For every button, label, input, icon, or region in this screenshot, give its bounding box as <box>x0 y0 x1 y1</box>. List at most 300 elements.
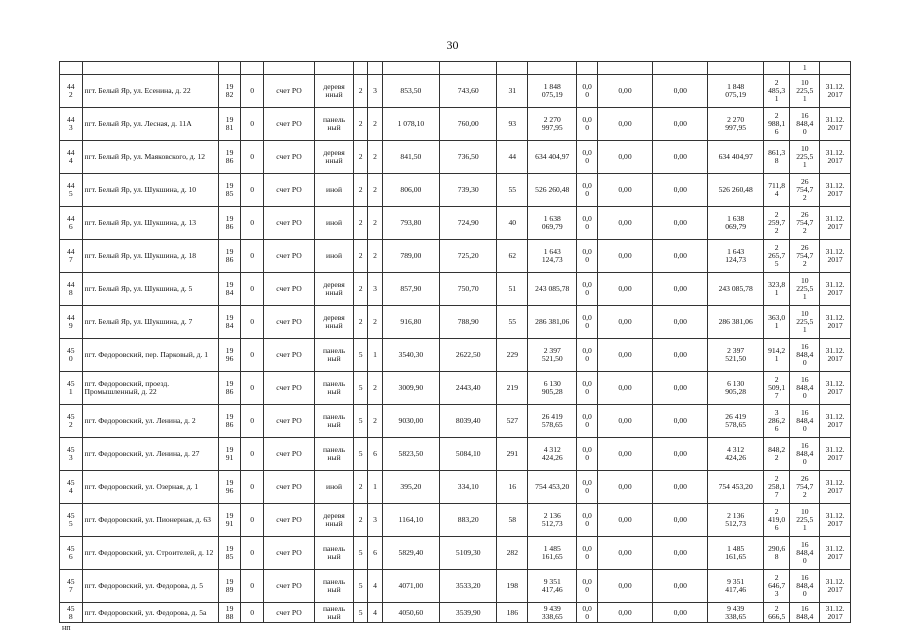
cell-cost-owners: 9 351 417,46 <box>708 570 763 603</box>
cell-cost-local: 0,00 <box>653 405 708 438</box>
table-row <box>60 174 851 207</box>
cell-wall-material: панель ный <box>315 339 354 372</box>
cell-completion-date: 31.12. 2017 <box>820 306 851 339</box>
cell-completion-date: 31.12. 2017 <box>820 75 851 108</box>
cell-cost-regional: 0,00 <box>597 471 652 504</box>
cell-cost-federal: 0,0 0 <box>577 108 597 141</box>
cell-living-area: 743,60 <box>440 75 497 108</box>
cell-year-renovated: 0 <box>241 603 264 623</box>
cell-year-built: 19 84 <box>218 306 241 339</box>
cell-cost-federal: 0,0 0 <box>577 240 597 273</box>
cell-cost-local: 0,00 <box>653 603 708 623</box>
cell-max-cost-per-sqm: 16 848,4 0 <box>790 438 820 471</box>
cell-fund-method: счет РО <box>263 339 314 372</box>
cell-row-number: 45 3 <box>60 438 83 471</box>
cell-cost-regional: 0,00 <box>597 75 652 108</box>
cell-residents: 291 <box>497 438 528 471</box>
cell-cost-per-sqm: 323,8 1 <box>763 273 790 306</box>
cell-cost-regional: 0,00 <box>597 108 652 141</box>
cell-address: пгт. Белый Яр, ул. Маяковского, д. 12 <box>82 141 218 174</box>
cell-cost-total: 243 085,78 <box>528 273 577 306</box>
cell-cost-total: 9 351 417,46 <box>528 570 577 603</box>
cell-total-area: 806,00 <box>382 174 439 207</box>
cell-living-area: 788,90 <box>440 306 497 339</box>
cell-max-cost-per-sqm: 16 848,4 0 <box>790 537 820 570</box>
cell-cost-federal: 0,0 0 <box>577 603 597 623</box>
cell-cost-regional: 0,00 <box>597 306 652 339</box>
cell-cost-per-sqm: 290,6 8 <box>763 537 790 570</box>
cell-living-area: 5109,30 <box>440 537 497 570</box>
table-row <box>60 108 851 141</box>
cell-wall-material: панель ный <box>315 537 354 570</box>
cell-entrances: 6 <box>368 438 382 471</box>
cell-fund-method: счет РО <box>263 306 314 339</box>
cell-entrances: 2 <box>368 108 382 141</box>
cell-residents: 55 <box>497 306 528 339</box>
cell-cost-regional: 0,00 <box>597 273 652 306</box>
cell-cost-total: 286 381,06 <box>528 306 577 339</box>
cell-max-cost-per-sqm: 16 848,4 <box>790 603 820 623</box>
cell-entrances: 2 <box>368 240 382 273</box>
cell-cost-owners: 286 381,06 <box>708 306 763 339</box>
cell-max-cost-per-sqm: 26 754,7 2 <box>790 471 820 504</box>
cell-total-area: 789,00 <box>382 240 439 273</box>
table-row <box>60 438 851 471</box>
cell-completion-date: 31.12. 2017 <box>820 438 851 471</box>
cell-year-renovated: 0 <box>241 141 264 174</box>
cell-completion-date: 31.12. 2017 <box>820 603 851 623</box>
cell-cost-local: 0,00 <box>653 504 708 537</box>
cell-year-built: 19 86 <box>218 240 241 273</box>
table-row <box>60 339 851 372</box>
cell-cost-per-sqm: 848,2 2 <box>763 438 790 471</box>
cell-completion-date: 31.12. 2017 <box>820 570 851 603</box>
cell-total-area: 853,50 <box>382 75 439 108</box>
cell-cost-owners: 26 419 578,65 <box>708 405 763 438</box>
cell-max-cost-per-sqm: 26 754,7 2 <box>790 240 820 273</box>
cell-cost-total: 754 453,20 <box>528 471 577 504</box>
cell-cost-total: 6 130 905,28 <box>528 372 577 405</box>
housing-table <box>59 61 851 623</box>
cell-total-area: 9030,00 <box>382 405 439 438</box>
cell-cost-total: 9 439 338,65 <box>528 603 577 623</box>
cell-year-renovated: 0 <box>241 207 264 240</box>
cell-entrances: 2 <box>368 207 382 240</box>
cell-max-cost-per-sqm: 16 848,4 0 <box>790 405 820 438</box>
cell-address: пгт. Белый Яр, ул. Шукшина, д. 13 <box>82 207 218 240</box>
cell-cost-total: 2 270 997,95 <box>528 108 577 141</box>
cell-cost-owners: 2 397 521,50 <box>708 339 763 372</box>
cell-cost-total: 4 312 424,26 <box>528 438 577 471</box>
cell-floors: 2 <box>354 108 368 141</box>
cell-total-area: 1164,10 <box>382 504 439 537</box>
cell-max-cost-per-sqm: 16 848,4 0 <box>790 570 820 603</box>
cell-entrances: 2 <box>368 405 382 438</box>
cell-fund-method: счет РО <box>263 174 314 207</box>
table-row <box>60 405 851 438</box>
cell-floors: 2 <box>354 174 368 207</box>
cell-residents: 93 <box>497 108 528 141</box>
cell-year-renovated: 0 <box>241 504 264 537</box>
cell-row-number: 45 7 <box>60 570 83 603</box>
cell-address: пгт. Федоровский, ул. Пионерная, д. 63 <box>82 504 218 537</box>
cell-cost-per-sqm: 914,2 1 <box>763 339 790 372</box>
cell-cost-regional: 0,00 <box>597 438 652 471</box>
table-body <box>60 62 851 623</box>
cell-wall-material: иной <box>315 207 354 240</box>
cell-cost-local: 0,00 <box>653 174 708 207</box>
cell-year-built: 19 96 <box>218 471 241 504</box>
cell-completion-date: 31.12. 2017 <box>820 240 851 273</box>
cell-wall-material: панель ный <box>315 108 354 141</box>
cell-total-area: 916,80 <box>382 306 439 339</box>
cell-cost-federal: 0,0 0 <box>577 504 597 537</box>
cell-max-cost-per-sqm: 16 848,4 0 <box>790 372 820 405</box>
cell-completion-date: 31.12. 2017 <box>820 273 851 306</box>
table-row <box>60 603 851 623</box>
cell-cost-per-sqm: 711,8 4 <box>763 174 790 207</box>
cell-cost-regional: 0,00 <box>597 504 652 537</box>
cell-cost-federal: 0,0 0 <box>577 471 597 504</box>
cell-cost-regional: 0,00 <box>597 570 652 603</box>
cell-cost-local: 0,00 <box>653 240 708 273</box>
cell-entrances: 4 <box>368 570 382 603</box>
cell-cost-federal: 0,0 0 <box>577 306 597 339</box>
table-row <box>60 372 851 405</box>
cell-cost-per-sqm: 2 259,7 2 <box>763 207 790 240</box>
cell-total-area: 3009,90 <box>382 372 439 405</box>
cell-cost-owners: 243 085,78 <box>708 273 763 306</box>
cell-living-area: 725,20 <box>440 240 497 273</box>
cell-cost-total: 1 485 161,65 <box>528 537 577 570</box>
cell-year-built: 19 86 <box>218 207 241 240</box>
cell-year-renovated: 0 <box>241 174 264 207</box>
cell-cost-local: 0,00 <box>653 471 708 504</box>
table-row <box>60 471 851 504</box>
cell-cost-regional: 0,00 <box>597 174 652 207</box>
cell-cost-regional: 0,00 <box>597 141 652 174</box>
cell-cost-local: 0,00 <box>653 273 708 306</box>
cell-cost-federal: 0,0 0 <box>577 75 597 108</box>
cell-residents: 16 <box>497 471 528 504</box>
cell-floors: 5 <box>354 570 368 603</box>
cell-max-cost-per-sqm: 10 225,5 1 <box>790 75 820 108</box>
cell-cost-owners: 2 270 997,95 <box>708 108 763 141</box>
cell-fund-method: счет РО <box>263 537 314 570</box>
cell-floors: 5 <box>354 405 368 438</box>
cell-cost-per-sqm: 2 265,7 5 <box>763 240 790 273</box>
cell-max-cost-per-sqm: 26 754,7 2 <box>790 174 820 207</box>
cell-total-area: 1 078,10 <box>382 108 439 141</box>
cell-living-area: 760,00 <box>440 108 497 141</box>
cell-year-renovated: 0 <box>241 240 264 273</box>
cell-cost-owners: 526 260,48 <box>708 174 763 207</box>
cell-wall-material: панель ный <box>315 405 354 438</box>
cell-fund-method: счет РО <box>263 603 314 623</box>
cell-fund-method: счет РО <box>263 141 314 174</box>
continuation-row <box>60 62 851 75</box>
cell-fund-method: счет РО <box>263 471 314 504</box>
cell-entrances: 2 <box>368 141 382 174</box>
cell-cost-federal: 0,0 0 <box>577 438 597 471</box>
cell-completion-date: 31.12. 2017 <box>820 372 851 405</box>
cell-address: пгт. Белый Яр, ул. Шукшина, д. 5 <box>82 273 218 306</box>
cell-row-number: 44 3 <box>60 108 83 141</box>
cell-total-area: 4050,60 <box>382 603 439 623</box>
cell-row-number: 44 4 <box>60 141 83 174</box>
cell-fund-method: счет РО <box>263 372 314 405</box>
cell-cost-local: 0,00 <box>653 537 708 570</box>
cell-year-renovated: 0 <box>241 438 264 471</box>
cell-total-area: 793,80 <box>382 207 439 240</box>
cell-cost-owners: 634 404,97 <box>708 141 763 174</box>
cell-cost-federal: 0,0 0 <box>577 570 597 603</box>
cell-completion-date: 31.12. 2017 <box>820 339 851 372</box>
cell-cost-total: 1 848 075,19 <box>528 75 577 108</box>
table-row <box>60 141 851 174</box>
cell-cost-regional: 0,00 <box>597 603 652 623</box>
cell-fund-method: счет РО <box>263 207 314 240</box>
cell-living-area: 5084,10 <box>440 438 497 471</box>
cell-row-number: 45 8 <box>60 603 83 623</box>
continuation-cell: 1 <box>790 62 820 75</box>
cell-total-area: 841,50 <box>382 141 439 174</box>
cell-total-area: 5823,50 <box>382 438 439 471</box>
cell-completion-date: 31.12. 2017 <box>820 108 851 141</box>
cell-cost-owners: 1 485 161,65 <box>708 537 763 570</box>
cell-wall-material: деревя нный <box>315 306 354 339</box>
cell-cost-per-sqm: 2 666,5 <box>763 603 790 623</box>
table-row <box>60 207 851 240</box>
cell-wall-material: панель ный <box>315 570 354 603</box>
cell-floors: 2 <box>354 207 368 240</box>
cell-address: пгт. Федоровский, пер. Парковый, д. 1 <box>82 339 218 372</box>
cell-year-built: 19 85 <box>218 537 241 570</box>
cell-completion-date: 31.12. 2017 <box>820 405 851 438</box>
cell-fund-method: счет РО <box>263 405 314 438</box>
cell-cost-total: 634 404,97 <box>528 141 577 174</box>
cell-cost-regional: 0,00 <box>597 537 652 570</box>
cell-wall-material: деревя нный <box>315 141 354 174</box>
cell-living-area: 724,90 <box>440 207 497 240</box>
cell-address: пгт. Белый Яр, ул. Лесная, д. 11А <box>82 108 218 141</box>
cell-cost-owners: 1 638 069,79 <box>708 207 763 240</box>
cell-residents: 58 <box>497 504 528 537</box>
cell-cost-federal: 0,0 0 <box>577 207 597 240</box>
cell-max-cost-per-sqm: 10 225,5 1 <box>790 141 820 174</box>
cell-cost-local: 0,00 <box>653 306 708 339</box>
cell-cost-total: 26 419 578,65 <box>528 405 577 438</box>
cell-cost-owners: 1 643 124,73 <box>708 240 763 273</box>
cell-cost-local: 0,00 <box>653 339 708 372</box>
table-row <box>60 240 851 273</box>
cell-year-built: 19 86 <box>218 141 241 174</box>
cell-year-renovated: 0 <box>241 75 264 108</box>
cell-cost-regional: 0,00 <box>597 405 652 438</box>
cell-total-area: 5829,40 <box>382 537 439 570</box>
cell-cost-per-sqm: 2 258,1 7 <box>763 471 790 504</box>
cell-floors: 2 <box>354 75 368 108</box>
cell-address: пгт. Белый Яр, ул. Шукшина, д. 7 <box>82 306 218 339</box>
cell-cost-federal: 0,0 0 <box>577 405 597 438</box>
cell-cost-federal: 0,0 0 <box>577 273 597 306</box>
cell-cost-regional: 0,00 <box>597 240 652 273</box>
cell-cost-local: 0,00 <box>653 570 708 603</box>
cell-cost-owners: 1 848 075,19 <box>708 75 763 108</box>
cell-cost-total: 526 260,48 <box>528 174 577 207</box>
cell-max-cost-per-sqm: 16 848,4 0 <box>790 339 820 372</box>
cell-entrances: 2 <box>368 372 382 405</box>
cell-wall-material: деревя нный <box>315 75 354 108</box>
cell-fund-method: счет РО <box>263 108 314 141</box>
cell-total-area: 3540,30 <box>382 339 439 372</box>
cell-max-cost-per-sqm: 10 225,5 1 <box>790 273 820 306</box>
cell-row-number: 44 2 <box>60 75 83 108</box>
cell-floors: 2 <box>354 240 368 273</box>
cell-living-area: 334,10 <box>440 471 497 504</box>
cell-year-built: 19 84 <box>218 273 241 306</box>
cell-entrances: 1 <box>368 471 382 504</box>
cell-cost-local: 0,00 <box>653 108 708 141</box>
cell-cost-per-sqm: 2 646,7 3 <box>763 570 790 603</box>
cell-year-built: 19 81 <box>218 108 241 141</box>
cell-floors: 2 <box>354 306 368 339</box>
cell-cost-regional: 0,00 <box>597 207 652 240</box>
cell-entrances: 6 <box>368 537 382 570</box>
cell-wall-material: иной <box>315 471 354 504</box>
cell-cost-regional: 0,00 <box>597 339 652 372</box>
cell-cost-total: 1 643 124,73 <box>528 240 577 273</box>
cell-residents: 527 <box>497 405 528 438</box>
cell-row-number: 45 2 <box>60 405 83 438</box>
cell-cost-owners: 754 453,20 <box>708 471 763 504</box>
cell-max-cost-per-sqm: 10 225,5 1 <box>790 504 820 537</box>
cell-fund-method: счет РО <box>263 504 314 537</box>
cell-year-built: 19 88 <box>218 603 241 623</box>
cell-completion-date: 31.12. 2017 <box>820 141 851 174</box>
cell-year-built: 19 82 <box>218 75 241 108</box>
cell-completion-date: 31.12. 2017 <box>820 174 851 207</box>
cell-address: пгт. Белый Яр, ул. Есенина, д. 22 <box>82 75 218 108</box>
cell-residents: 62 <box>497 240 528 273</box>
cell-residents: 186 <box>497 603 528 623</box>
cell-cost-local: 0,00 <box>653 75 708 108</box>
cell-row-number: 45 6 <box>60 537 83 570</box>
cell-cost-federal: 0,0 0 <box>577 537 597 570</box>
cell-living-area: 3533,20 <box>440 570 497 603</box>
cell-cost-owners: 6 130 905,28 <box>708 372 763 405</box>
cell-wall-material: иной <box>315 174 354 207</box>
cell-completion-date: 31.12. 2017 <box>820 504 851 537</box>
cell-cost-per-sqm: 861,3 8 <box>763 141 790 174</box>
cell-row-number: 45 0 <box>60 339 83 372</box>
cell-fund-method: счет РО <box>263 273 314 306</box>
cell-year-built: 19 96 <box>218 339 241 372</box>
cell-cost-per-sqm: 2 485,3 1 <box>763 75 790 108</box>
footer-mark: нп <box>62 623 71 632</box>
cell-fund-method: счет РО <box>263 75 314 108</box>
cell-wall-material: иной <box>315 240 354 273</box>
cell-year-built: 19 85 <box>218 174 241 207</box>
table-row <box>60 75 851 108</box>
cell-residents: 229 <box>497 339 528 372</box>
cell-cost-per-sqm: 2 419,0 6 <box>763 504 790 537</box>
cell-row-number: 45 5 <box>60 504 83 537</box>
cell-cost-per-sqm: 2 988,1 6 <box>763 108 790 141</box>
cell-entrances: 3 <box>368 75 382 108</box>
table-row <box>60 537 851 570</box>
cell-floors: 2 <box>354 273 368 306</box>
cell-cost-per-sqm: 2 509,1 7 <box>763 372 790 405</box>
cell-entrances: 4 <box>368 603 382 623</box>
cell-address: пгт. Федоровский, ул. Ленина, д. 2 <box>82 405 218 438</box>
cell-row-number: 44 8 <box>60 273 83 306</box>
cell-cost-total: 2 397 521,50 <box>528 339 577 372</box>
cell-fund-method: счет РО <box>263 570 314 603</box>
cell-cost-local: 0,00 <box>653 372 708 405</box>
cell-row-number: 44 7 <box>60 240 83 273</box>
cell-living-area: 736,50 <box>440 141 497 174</box>
cell-floors: 5 <box>354 537 368 570</box>
cell-address: пгт. Федоровский, ул. Ленина, д. 27 <box>82 438 218 471</box>
cell-year-renovated: 0 <box>241 108 264 141</box>
page-number: 30 <box>446 38 459 52</box>
cell-total-area: 857,90 <box>382 273 439 306</box>
cell-entrances: 1 <box>368 339 382 372</box>
cell-year-built: 19 86 <box>218 372 241 405</box>
cell-address: пгт. Белый Яр, ул. Шукшина, д. 18 <box>82 240 218 273</box>
cell-residents: 198 <box>497 570 528 603</box>
cell-entrances: 3 <box>368 273 382 306</box>
cell-address: пгт. Федоровский, ул. Строителей, д. 12 <box>82 537 218 570</box>
cell-floors: 5 <box>354 438 368 471</box>
cell-row-number: 44 6 <box>60 207 83 240</box>
cell-floors: 5 <box>354 372 368 405</box>
cell-residents: 51 <box>497 273 528 306</box>
cell-cost-owners: 4 312 424,26 <box>708 438 763 471</box>
cell-year-renovated: 0 <box>241 537 264 570</box>
cell-residents: 55 <box>497 174 528 207</box>
cell-wall-material: панель ный <box>315 438 354 471</box>
cell-cost-local: 0,00 <box>653 207 708 240</box>
cell-cost-local: 0,00 <box>653 141 708 174</box>
cell-completion-date: 31.12. 2017 <box>820 537 851 570</box>
cell-address: пгт. Федоровский, ул. Федорова, д. 5 <box>82 570 218 603</box>
cell-entrances: 2 <box>368 306 382 339</box>
cell-floors: 2 <box>354 504 368 537</box>
cell-year-built: 19 86 <box>218 405 241 438</box>
table-row <box>60 306 851 339</box>
cell-cost-owners: 9 439 338,65 <box>708 603 763 623</box>
cell-entrances: 3 <box>368 504 382 537</box>
cell-residents: 219 <box>497 372 528 405</box>
cell-year-renovated: 0 <box>241 405 264 438</box>
cell-entrances: 2 <box>368 174 382 207</box>
cell-cost-per-sqm: 3 286,2 6 <box>763 405 790 438</box>
cell-floors: 5 <box>354 339 368 372</box>
table-row <box>60 273 851 306</box>
cell-residents: 31 <box>497 75 528 108</box>
cell-year-built: 19 89 <box>218 570 241 603</box>
cell-cost-regional: 0,00 <box>597 372 652 405</box>
cell-address: пгт. Федоровский, ул. Федорова, д. 5а <box>82 603 218 623</box>
cell-floors: 5 <box>354 603 368 623</box>
cell-living-area: 750,70 <box>440 273 497 306</box>
cell-wall-material: деревя нный <box>315 273 354 306</box>
cell-fund-method: счет РО <box>263 438 314 471</box>
cell-wall-material: панель ный <box>315 603 354 623</box>
cell-floors: 2 <box>354 471 368 504</box>
